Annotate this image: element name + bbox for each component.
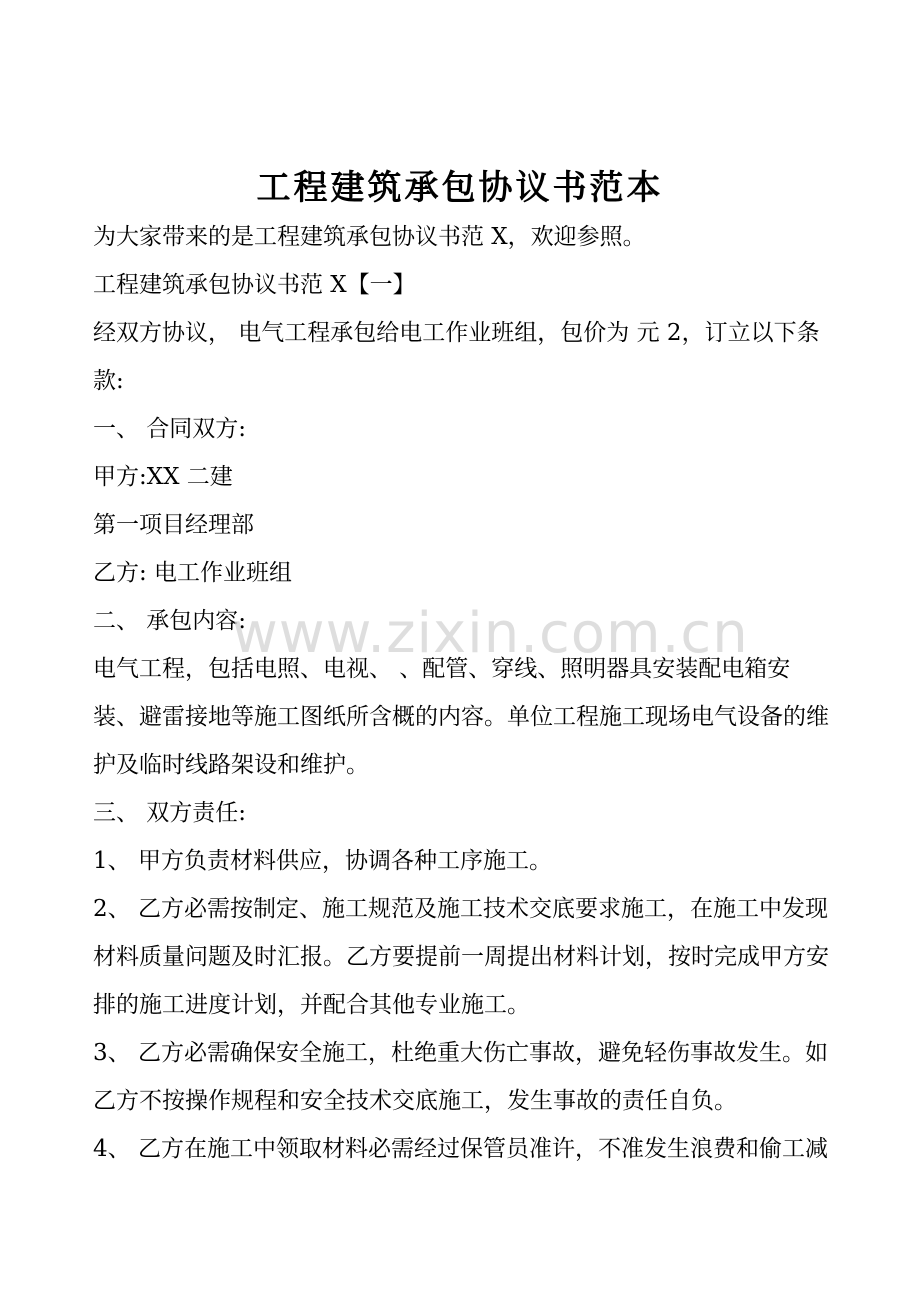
document-title: 工程建筑承包协议书范本: [256, 168, 664, 208]
text-line: 护及临时线路架设和维护。: [93, 752, 369, 778]
text-line: 电气工程，包括电照、电视、 、配管、穿线、照明器具安装配电箱安: [93, 656, 791, 682]
text-line: 1、 甲方负责材料供应，协调各种工序施工。: [93, 848, 552, 874]
text-line: 第一项目经理部: [93, 512, 254, 538]
text-line: 一、 合同双方:: [93, 416, 247, 442]
text-line: 经双方协议， 电气工程承包给电工作业班组，包价为 元 2，订立以下条: [93, 320, 820, 346]
text-line: 材料质量问题及时汇报。乙方要提前一周提出材料计划，按时完成甲方安: [93, 944, 829, 970]
text-line: 乙方: 电工作业班组: [93, 560, 293, 586]
text-line: 乙方不按操作规程和安全技术交底施工，发生事故的责任自负。: [93, 1088, 737, 1114]
text-line: 款:: [93, 368, 124, 394]
text-line: 3、 乙方必需确保安全施工，杜绝重大伤亡事故，避免轻伤事故发生。如: [93, 1040, 828, 1066]
watermark: www.zixin.com.cn: [232, 601, 749, 666]
text-line: 三、 双方责任:: [93, 800, 247, 826]
text-line: 2、 乙方必需按制定、施工规范及施工技术交底要求施工，在施工中发现: [93, 896, 828, 922]
section-heading: 工程建筑承包协议书范 X【一】: [93, 272, 416, 298]
text-line: 二、 承包内容:: [93, 608, 247, 634]
text-line: 装、避雷接地等施工图纸所含概的内容。单位工程施工现场电气设备的维: [93, 704, 829, 730]
text-line: 排的施工进度计划，并配合其他专业施工。: [93, 992, 530, 1018]
text-line: 4、 乙方在施工中领取材料必需经过保管员准许，不准发生浪费和偷工减: [93, 1136, 828, 1162]
intro-paragraph: 为大家带来的是工程建筑承包协议书范 X，欢迎参照。: [93, 224, 646, 250]
text-line: 甲方:XX 二建: [93, 464, 233, 490]
